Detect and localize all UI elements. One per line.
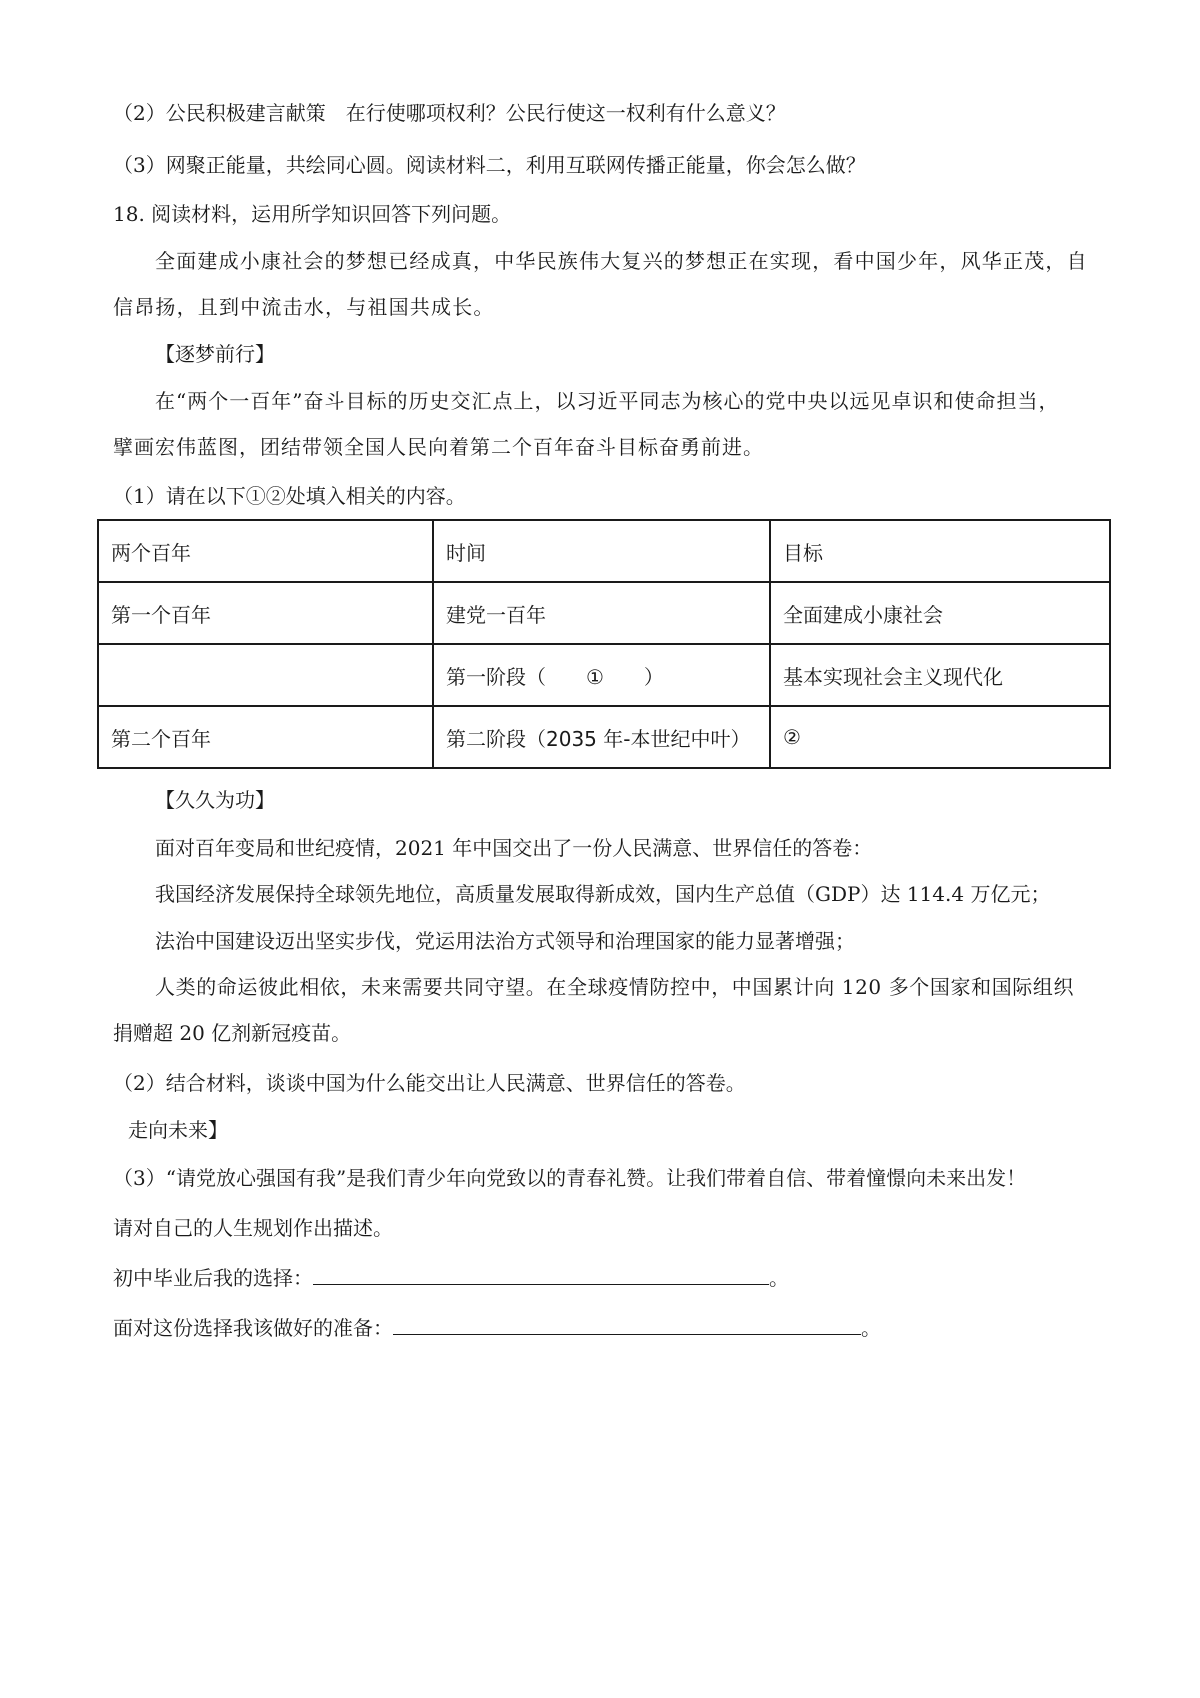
fill-in-choice-label: 初中毕业后我的选择： xyxy=(113,1266,313,1290)
table-cell: 第一阶段（ ① ） xyxy=(433,644,770,706)
table-header-cell: 两个百年 xyxy=(98,520,433,582)
table-cell: 第二阶段（2035 年-本世纪中叶） xyxy=(433,706,770,768)
material-paragraph-2-line-5: 捐赠超 20 亿剂新冠疫苗。 xyxy=(113,1021,352,1045)
material-paragraph-2-line-1: 面对百年变局和世纪疫情，2021 年中国交出了一份人民满意、世界信任的答卷： xyxy=(155,836,873,860)
table-cell: 基本实现社会主义现代化 xyxy=(770,644,1110,706)
question-18-stem: 18. 阅读材料，运用所学知识回答下列问题。 xyxy=(113,202,512,226)
table-row xyxy=(98,706,1110,768)
material-paragraph-1-line-1: 在“两个一百年”奋斗目标的历史交汇点上，以习近平同志为核心的党中央以远见卓识和使命担当， xyxy=(155,389,1060,413)
section-heading-future: 走向未来】 xyxy=(128,1118,228,1142)
section-heading-persistence: 【久久为功】 xyxy=(155,788,275,812)
material-paragraph-1-line-2: 擘画宏伟蓝图，团结带领全国人民向着第二个百年奋斗目标奋勇前进。 xyxy=(113,435,764,459)
table-cell: ② xyxy=(770,706,1110,768)
question-18-3-line-2: 请对自己的人生规划作出描述。 xyxy=(113,1216,393,1240)
fill-in-preparation-label: 面对这份选择我该做好的准备： xyxy=(113,1316,393,1340)
answer-blank-preparation[interactable] xyxy=(393,1314,861,1335)
table-cell: 第一个百年 xyxy=(98,582,433,644)
question-18-2: （2）结合材料，谈谈中国为什么能交出让人民满意、世界信任的答卷。 xyxy=(113,1071,746,1095)
fill-in-preparation-end: 。 xyxy=(861,1316,881,1340)
intro-paragraph-line-2: 信昂扬，且到中流击水，与祖国共成长。 xyxy=(113,295,495,319)
material-paragraph-2-line-4: 人类的命运彼此相依，未来需要共同守望。在全球疫情防控中，中国累计向 120 多个国家和国际组织 xyxy=(155,975,1075,999)
fill-in-choice xyxy=(113,1264,789,1292)
material-paragraph-2-line-2: 我国经济发展保持全球领先地位，高质量发展取得新成效，国内生产总值（GDP）达 114.4 万亿元； xyxy=(155,882,1051,906)
material-paragraph-2-line-3: 法治中国建设迈出坚实步伐，党运用法治方式领导和治理国家的能力显著增强； xyxy=(155,929,855,953)
table-row xyxy=(98,644,1110,706)
question-17-2: （2）公民积极建言献策 在行使哪项权利？公民行使这一权利有什么意义？ xyxy=(113,101,786,125)
table-cell: 建党一百年 xyxy=(433,582,770,644)
fill-in-preparation xyxy=(113,1314,881,1342)
two-centenary-table xyxy=(97,519,1111,769)
question-17-3: （3）网聚正能量，共绘同心圆。阅读材料二，利用互联网传播正能量，你会怎么做？ xyxy=(113,153,866,177)
fill-in-choice-end: 。 xyxy=(769,1266,789,1290)
table-header-row xyxy=(98,520,1110,582)
table-row xyxy=(98,582,1110,644)
question-18-3-line-1: （3）“请党放心强国有我”是我们青少年向党致以的青春礼赞。让我们带着自信、带着憧憬向未来出发！ xyxy=(113,1166,1027,1190)
answer-blank-choice[interactable] xyxy=(313,1264,769,1285)
table-header-cell: 目标 xyxy=(770,520,1110,582)
section-heading-dream: 【逐梦前行】 xyxy=(155,342,275,366)
table-cell: 第二个百年 xyxy=(98,706,433,768)
table-cell xyxy=(98,644,433,706)
intro-paragraph-line-1: 全面建成小康社会的梦想已经成真，中华民族伟大复兴的梦想正在实现，看中国少年，风华正茂，自 xyxy=(155,249,1088,273)
table-header-cell: 时间 xyxy=(433,520,770,582)
table-cell: 全面建成小康社会 xyxy=(770,582,1110,644)
question-18-1: （1）请在以下①②处填入相关的内容。 xyxy=(113,484,466,508)
